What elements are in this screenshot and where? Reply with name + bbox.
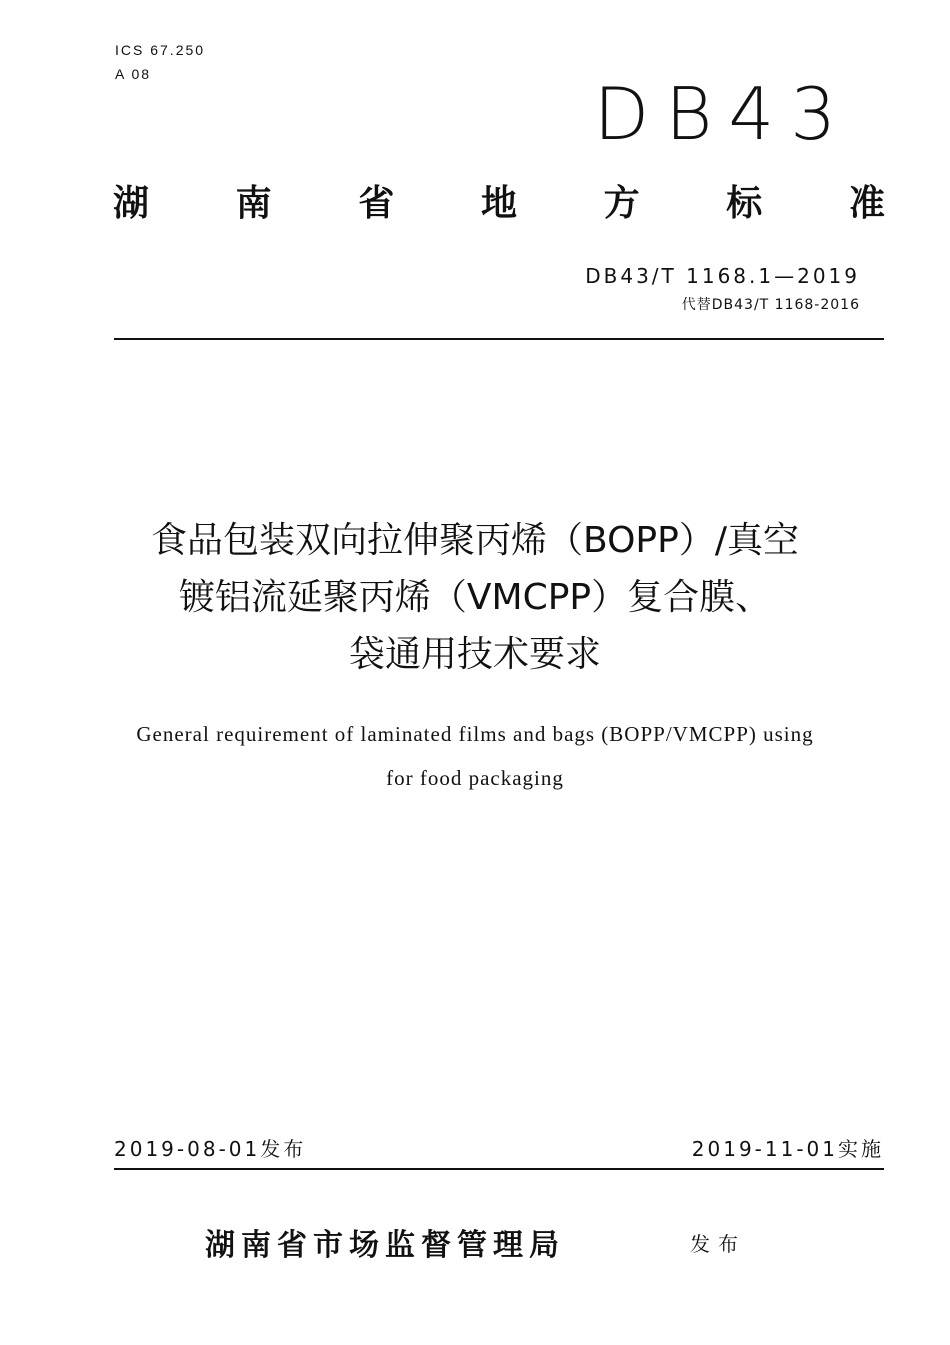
ics-code: ICS 67.250 — [115, 42, 206, 58]
title-cn-line: 镀铝流延聚丙烯（VMCPP）复合膜、 — [178, 577, 772, 618]
issue-date: 2019-08-01发布 — [114, 1137, 307, 1161]
classification-codes — [115, 38, 205, 86]
title-cn-line: 袋通用技术要求 — [348, 634, 601, 675]
ccs-code: A 08 — [115, 66, 152, 82]
standard-name-char: 方 — [603, 183, 640, 224]
title-en-line: General requirement of laminated films and bags (BOPP/VMCPP) using — [136, 722, 814, 746]
title-chinese — [60, 512, 890, 683]
replaces-note: 代替DB43/T 1168-2016 — [681, 297, 860, 313]
footer-divider — [114, 1168, 884, 1170]
standard-name-char: 地 — [480, 183, 517, 224]
header-divider — [114, 338, 884, 340]
standard-name-char: 准 — [848, 183, 885, 224]
standard-name-char: 标 — [726, 183, 763, 224]
standard-name-char: 省 — [358, 183, 395, 224]
db-code: DB43 — [593, 72, 852, 156]
standard-number: DB43/T 1168.1—2019 — [585, 264, 860, 288]
standard-name-char: 南 — [235, 183, 272, 224]
issuer-name: 湖南省市场监督管理局 — [205, 1228, 565, 1263]
title-english — [60, 712, 890, 800]
issuer-suffix: 发布 — [690, 1232, 746, 1256]
title-cn-line: 食品包装双向拉伸聚丙烯（BOPP）/真空 — [151, 520, 799, 561]
standard-name-char: 湖 — [113, 183, 150, 224]
effective-date: 2019-11-01实施 — [691, 1137, 884, 1161]
title-en-line: for food packaging — [386, 766, 564, 790]
standard-name — [113, 180, 885, 228]
